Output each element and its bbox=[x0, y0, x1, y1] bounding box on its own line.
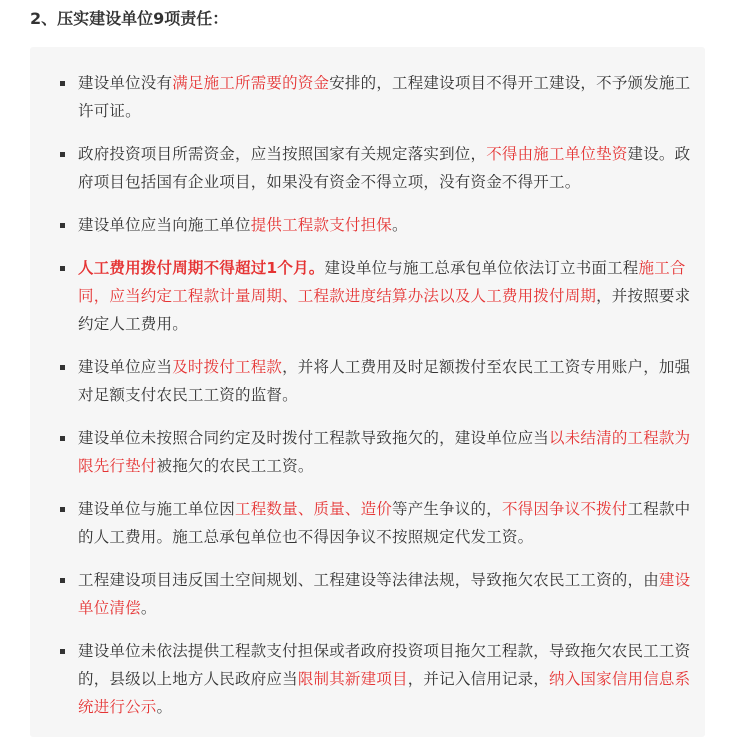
highlighted-text: 不得由施工单位垫资 bbox=[486, 145, 628, 163]
list-item bbox=[30, 424, 705, 480]
section-heading: 2、压实建设单位9项责任： bbox=[30, 9, 229, 28]
item-text: 。 bbox=[392, 216, 408, 234]
list-item bbox=[30, 69, 705, 125]
list-item bbox=[30, 211, 705, 239]
item-text: 建设单位未依法提供工程款支付担保或者政府投资项目拖欠工程款，导致拖欠农民工工资的，县级以上地方人民政府应当 bbox=[78, 642, 691, 688]
highlighted-text: 施工合同，应当约定工程款计量周期、工程款进度结算办法以及人工费用拨付周期 bbox=[78, 259, 686, 305]
square-bullet-icon bbox=[60, 507, 65, 512]
item-text: 。 bbox=[156, 698, 173, 716]
item-text: 建设单位与施工单位因 bbox=[78, 500, 236, 518]
item-text: ，并记入信用记录， bbox=[407, 670, 550, 688]
item-text: 建设单位与施工总承包单位依法订立书面工程 bbox=[324, 259, 639, 277]
list-item bbox=[30, 637, 705, 721]
highlighted-text: 及时拨付工程款 bbox=[172, 358, 283, 376]
highlighted-text: 限制其新建项目 bbox=[297, 670, 408, 688]
square-bullet-icon bbox=[60, 81, 65, 86]
item-text: 工程款中的人工费用。施工总承包单位也不得因争议不按照规定代发工资。 bbox=[78, 500, 691, 546]
list-item bbox=[30, 140, 705, 196]
highlighted-text: 提供工程款支付担保 bbox=[250, 216, 393, 234]
item-text: 工程建设项目违反国土空间规划、工程建设等法律法规，导致拖欠农民工工资的，由 bbox=[78, 571, 659, 589]
highlighted-text: 不得因争议不拨付 bbox=[501, 500, 628, 518]
responsibility-list bbox=[30, 69, 705, 736]
item-text: 等产生争议的， bbox=[392, 500, 502, 518]
item-text: 建设单位没有 bbox=[78, 74, 173, 92]
item-text: 政府投资项目所需资金，应当按照国家有关规定落实到位， bbox=[78, 145, 487, 163]
square-bullet-icon bbox=[60, 152, 65, 157]
item-text: ，并将人工费用及时足额拨付至农民工工资专用账户，加强对足额支付农民工工资的监督。 bbox=[78, 358, 691, 404]
list-item bbox=[30, 353, 705, 409]
item-text: 建设单位未按照合同约定及时拨付工程款导致拖欠的，建设单位应当 bbox=[78, 429, 550, 447]
square-bullet-icon bbox=[60, 649, 65, 654]
square-bullet-icon bbox=[60, 266, 65, 271]
item-text: 。 bbox=[140, 599, 157, 617]
list-item bbox=[30, 495, 705, 551]
square-bullet-icon bbox=[60, 223, 65, 228]
list-item bbox=[30, 254, 705, 338]
highlighted-text: 工程数量、质量、造价 bbox=[235, 500, 393, 518]
item-text: 建设单位应当 bbox=[78, 358, 173, 376]
item-text: 被拖欠的农民工工资。 bbox=[156, 457, 314, 475]
square-bullet-icon bbox=[60, 436, 65, 441]
item-text: 安排的，工程建设项目不得开工建设，不予颁发施工许可证。 bbox=[78, 74, 691, 120]
highlighted-text: 纳入国家信用信息系统进行公示 bbox=[78, 670, 691, 716]
square-bullet-icon bbox=[60, 365, 65, 370]
highlighted-text: 建设单位清偿 bbox=[78, 571, 691, 617]
highlighted-text: 人工费用拨付周期不得超过1个月。 bbox=[78, 259, 325, 277]
item-text: 建设单位应当向施工单位 bbox=[78, 216, 251, 234]
highlighted-text: 满足施工所需要的资金 bbox=[172, 74, 330, 92]
item-text: ，并按照要求约定人工费用。 bbox=[78, 287, 691, 333]
highlighted-text: 以未结清的工程款为限先行垫付 bbox=[78, 429, 691, 475]
responsibility-panel bbox=[30, 47, 705, 737]
item-text: 建设。政府项目包括国有企业项目，如果没有资金不得立项，没有资金不得开工。 bbox=[78, 145, 691, 191]
square-bullet-icon bbox=[60, 578, 65, 583]
list-item bbox=[30, 566, 705, 622]
